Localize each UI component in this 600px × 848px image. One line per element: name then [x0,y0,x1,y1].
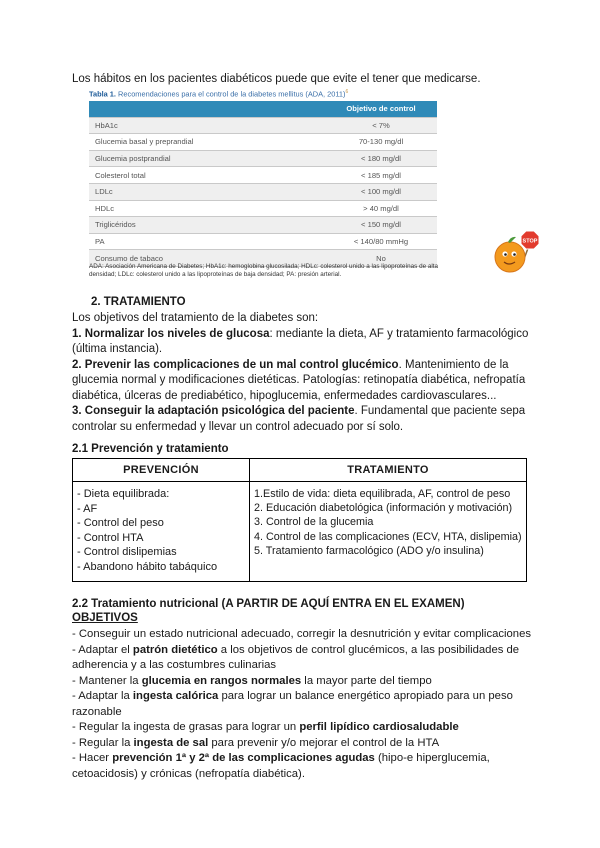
treatment-header: TRATAMIENTO [250,459,527,482]
treatment-objectives: Los objetivos del tratamiento de la diabetes son: 1. Normalizar los niveles de glucosa: mediante la dieta, AF y tratamiento farmacológico (última instancia). 2. Prevenir las complicaciones de un mal control glucémico. Mantenimiento de la glucemia normal y modificaciones dietéticas. Patologías: retinopatía diabética, nefropatía diabética, úlceras de prediabético, hipoglucemia, enfermedades cardiovasculares... 3. Conseguir la adaptación psicológica del paciente. Fundamental que paciente sepa controlar su enfermedad y llevar un control adecuado por sí solo. [72,311,532,435]
section-title-nutricional: 2.2 Tratamiento nutricional (A PARTIR DE AQUÍ ENTRA EN EL EXAMEN) [72,598,465,610]
list-item: 5. Tratamiento farmacológico (ADO y/o insulina) [254,544,484,557]
table-row: HDLc > 40 mg/dl [89,200,437,217]
objective-1: 1. Normalizar los niveles de glucosa: mediante la dieta, AF y tratamiento farmacológico (última instancia). [72,327,529,355]
list-item: - Control dislipemias [77,546,177,559]
list-item: - Control del peso [77,517,164,530]
list-item: - Regular la ingesta de grasas para lograr un perfil lipídico cardiosaludable [72,721,459,733]
nutrition-objectives [72,627,534,782]
recommendations-table [89,101,437,267]
orange-stop-mascot-icon [488,229,540,275]
list-item: - Dieta equilibrada: [77,488,170,500]
table-row: LDLc < 100 mg/dl [89,183,437,200]
recommendations-header: Objetivo de control [325,101,437,117]
recommendations-header-row [89,101,437,117]
prevention-header: PREVENCIÓN [73,459,250,482]
list-item: - Regular la ingesta de sal para prevenir y/o mejorar el control de la HTA [72,736,440,749]
list-item: - Adaptar la ingesta calórica para lograr un balance energético apropiado para un peso razonable [72,690,513,718]
intro-text: Los hábitos en los pacientes diabéticos puede que evite el tener que medicarse. [72,73,481,85]
list-item: - Hacer prevención 1ª y 2ª de las complicaciones agudas (hipo-e hiperglucemia, cetoacidosis) y crónicas (nefropatía diabética). [72,752,490,780]
prevention-list [73,482,250,582]
stop-sign-text: STOP [522,238,538,245]
table-row: Consumo de tabaco No [89,250,437,267]
list-item: 3. Control de la glucemia [254,516,374,529]
list-item: 2. Educación diabetológica (información y motivación) [254,502,513,515]
table-row: PA < 140/80 mmHg [89,233,437,250]
list-item: - Conseguir un estado nutricional adecuado, corregir la desnutrición y evitar complicaciones [72,628,532,640]
list-item: - Adaptar el patrón dietético a los objetivos de control glucémicos, a las posibilidades de adherencia y a las costumbres culinarias [72,643,520,671]
table1-caption: Tabla 1. Recomendaciones para el control de la diabetes mellitus (ADA, 2011)$^6$ [89,89,349,99]
list-item: - Abandono hábito tabáquico [77,560,218,573]
list-item: - Control HTA [77,531,144,544]
list-item: - AF [77,502,98,515]
objectives-label: OBJETIVOS [72,612,138,624]
section-title-prevencion: 2.1 Prevención y tratamiento [72,443,229,455]
objective-2: 2. Prevenir las complicaciones de un mal control glucémico. Mantenimiento de la glucemia normal y modificaciones dietéticas. Patologías: retinopatía diabética, nefropatía diabética, úlceras de prediabético, hipoglucemia, enfermedades cardiovasculares... [72,358,526,402]
list-item: - Mantener la glucemia en rangos normales la mayor parte del tiempo [72,674,432,687]
list-item: 4. Control de las complicaciones (ECV, HTA, dislipemia) [254,530,522,543]
section-title-tratamiento: 2. TRATAMIENTO [91,296,186,308]
list-item: 1.Estilo de vida: dieta equilibrada, AF, control de peso [254,488,511,500]
treatment-list [250,482,527,582]
table-row: Glucemia postprandial < 180 mg/dl [89,150,437,167]
table-row: Triglicéridos < 150 mg/dl [89,217,437,234]
table1-footnote: ADA: Asociación Americana de Diabetes; HbA1c: hemoglobina glucosilada; HDLc: colesterol unido a las lipoproteínas de alta densidad; LDLc: colesterol unido a las lipoproteínas de baja densidad; PA: presión arterial. [89,263,438,278]
table-row: HbA1c < 7% [89,117,437,134]
table-row: Colesterol total < 185 mg/dl [89,167,437,184]
table-row: Glucemia basal y preprandial 70-130 mg/dl [89,134,437,151]
prevention-treatment-table [72,458,527,582]
objective-3: 3. Conseguir la adaptación psicológica del paciente. Fundamental que paciente sepa controlar su enfermedad y llevar un control adecuado por sí solo. [72,405,526,433]
